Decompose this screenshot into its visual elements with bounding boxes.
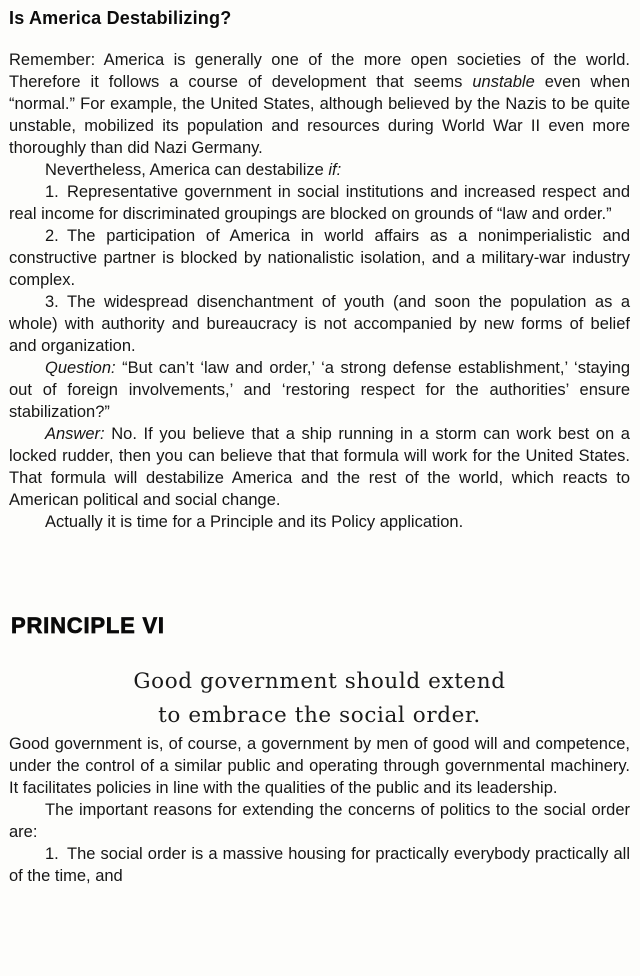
paragraph-good-government: Good government is, of course, a government by men of good will and competence, under the control of a similar public and operating through governmental machinery. It facilitates policies in line with the qualities of the public and its leadership.	[9, 735, 630, 797]
principle-heading: PRINCIPLE VI	[11, 613, 165, 638]
paragraph-point-2: 2. The participation of America in world affairs as a nonimperialistic and constructive partner is blocked by nationalistic isolation, and a military-war industry complex.	[9, 227, 630, 289]
principle-quote	[9, 665, 630, 733]
paragraph-actually: Actually it is time for a Principle and its Policy application.	[45, 513, 464, 531]
paragraph-nevertheless: Nevertheless, America can destabilize if:	[45, 161, 342, 179]
paragraph-question: Question: “But can’t ‘law and order,’ ‘a strong defense establishment,’ ‘staying out of foreign involvements,’ and ‘restoring respect for the authorities’ ensure stabilization?”	[9, 359, 630, 421]
paragraph-answer: Answer: No. If you believe that a ship running in a storm can work best on a locked rudder, then you can believe that that formula will work for the United States. That formula will destabilize America and the rest of the world, which reacts to American political and social change.	[9, 425, 630, 509]
principle-quote-line-2: to embrace the social order.	[158, 703, 481, 728]
paragraph-remember: Remember: America is generally one of the more open societies of the world. Therefore it follows a course of development that seems unstable even when “normal.” For example, the United States, although believed by the Nazis to be quite unstable, mobilized its population and resources during World War II even more thoroughly than did Nazi Germany.	[9, 51, 630, 157]
section-heading: Is America Destabilizing?	[9, 8, 232, 28]
paragraph-point-1: 1. Representative government in social institutions and increased respect and real income for discriminated groupings are blocked on grounds of “law and order.”	[9, 183, 630, 223]
principle-quote-line-1: Good government should extend	[133, 669, 506, 694]
paragraph-important-reasons: The important reasons for extending the concerns of politics to the social order are:	[9, 801, 630, 841]
paragraph-point-3: 3. The widespread disenchantment of youth (and soon the population as a whole) with authority and bureaucracy is not accompanied by new forms of belief and organization.	[9, 293, 630, 355]
paragraph-social-order-point-1: 1. The social order is a massive housing for practically everybody practically all of the time, and	[9, 845, 630, 885]
